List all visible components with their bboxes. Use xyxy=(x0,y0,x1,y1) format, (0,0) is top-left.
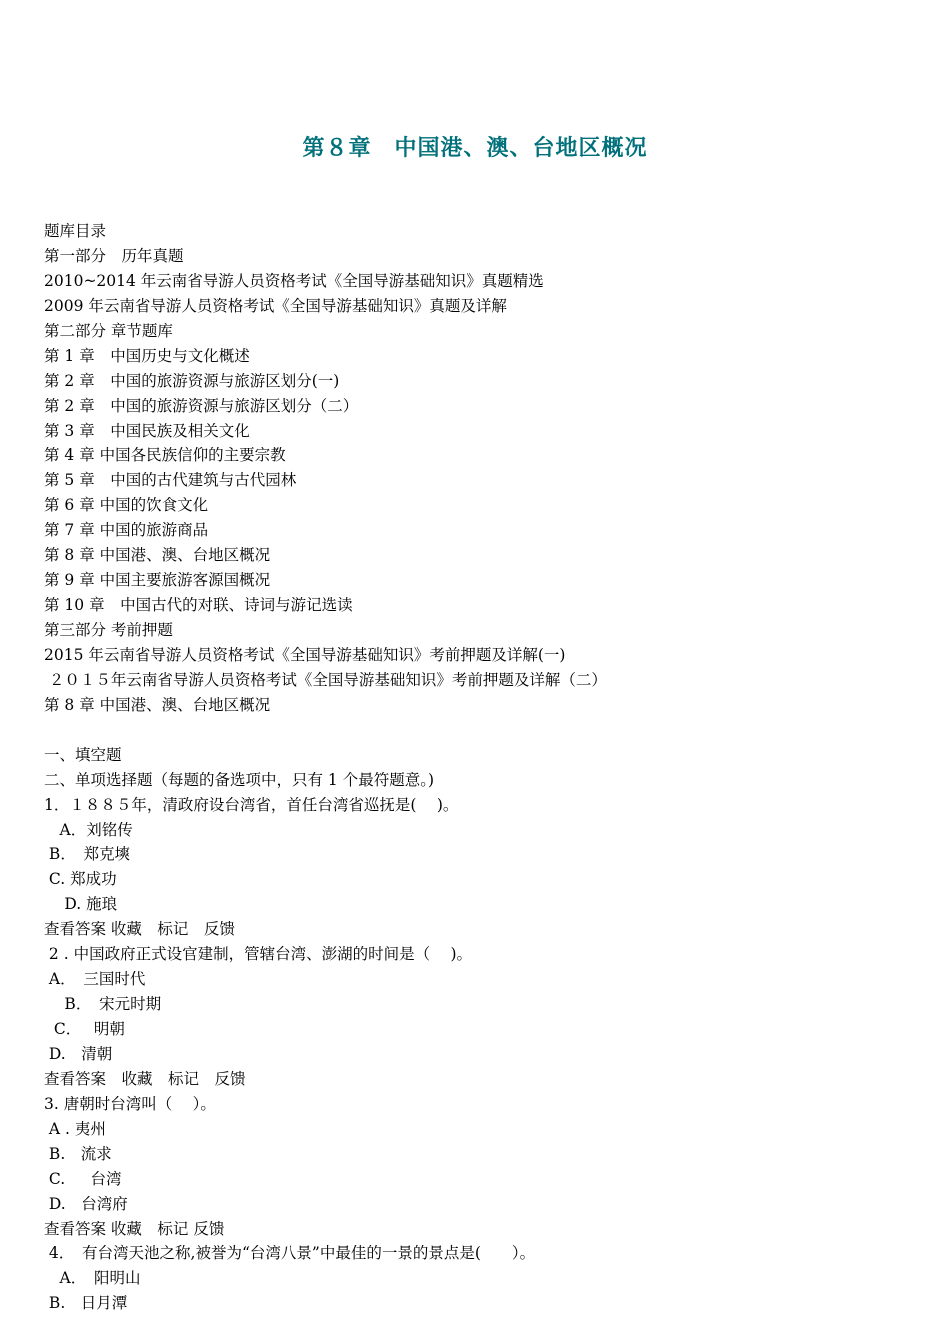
question-2-stem: 2 . 中国政府正式设官建制，管辖台湾、澎湖的时间是（ )。 xyxy=(44,945,473,964)
question-2-option-c[interactable]: C． 明朝 xyxy=(44,1020,125,1038)
question-3-actions[interactable]: 查看答案 收藏 标记 反馈 xyxy=(44,1219,225,1238)
question-2-option-b[interactable]: B． 宋元时期 xyxy=(44,995,162,1014)
toc-part-3[interactable]: 第三部分 考前押题 xyxy=(44,621,173,639)
toc-chapter-4[interactable]: 第 4 章 中国各民族信仰的主要宗教 xyxy=(44,446,286,465)
toc-chapter-5[interactable]: 第 5 章 中国的古代建筑与古代园林 xyxy=(44,471,297,490)
toc-part-2[interactable]: 第二部分 章节题库 xyxy=(44,321,173,340)
toc-chapter-7[interactable]: 第 7 章 中国的旅游商品 xyxy=(44,521,209,540)
document-body xyxy=(44,219,924,1316)
question-2-option-d[interactable]: D. 清朝 xyxy=(44,1044,113,1063)
section-fill-blank: 一、填空题 xyxy=(44,745,122,764)
current-chapter-heading: 第 8 章 中国港、澳、台地区概况 xyxy=(44,695,271,714)
question-1-actions[interactable]: 查看答案 收藏 标记 反馈 xyxy=(44,920,235,939)
section-single-choice: 二、单项选择题（每题的备选项中，只有 1 个最符题意。) xyxy=(44,770,435,789)
question-3-stem: 3. 唐朝时台湾叫（ ）。 xyxy=(44,1094,216,1113)
toc-chapter-1[interactable]: 第 1 章 中国历史与文化概述 xyxy=(44,346,250,365)
toc-chapter-2b[interactable]: 第 2 章 中国的旅游资源与旅游区划分（二） xyxy=(44,396,359,415)
spacer xyxy=(44,718,924,743)
question-2-actions[interactable]: 查看答案 收藏 标记 反馈 xyxy=(44,1069,246,1088)
toc-part-1[interactable]: 第一部分 历年真题 xyxy=(44,246,184,265)
toc-chapter-9[interactable]: 第 9 章 中国主要旅游客源国概况 xyxy=(44,571,271,590)
toc-chapter-2a[interactable]: 第 2 章 中国的旅游资源与旅游区划分(一) xyxy=(44,371,340,390)
question-3-option-d[interactable]: D. 台湾府 xyxy=(44,1194,128,1213)
question-1-option-c[interactable]: C. 郑成功 xyxy=(44,870,117,889)
question-2-option-a[interactable]: A． 三国时代 xyxy=(44,970,146,989)
question-4-option-b[interactable]: B. 日月潭 xyxy=(44,1294,128,1313)
question-3-option-c[interactable]: C. 台湾 xyxy=(44,1169,122,1188)
question-3-option-b[interactable]: B. 流求 xyxy=(44,1144,112,1163)
toc-mock-1[interactable]: 2015 年云南省导游人员资格考试《全国导游基础知识》考前押题及详解(一) xyxy=(44,645,566,664)
toc-exam-2009[interactable]: 2009 年云南省导游人员资格考试《全国导游基础知识》真题及详解 xyxy=(44,296,507,315)
toc-exam-2010-2014[interactable]: 2010~2014 年云南省导游人员资格考试《全国导游基础知识》真题精选 xyxy=(44,271,544,290)
question-4-stem: 4． 有台湾天池之称,被誉为“台湾八景”中最佳的一景的景点是( ）。 xyxy=(44,1244,536,1263)
question-1-stem: 1．１８８５年，清政府设台湾省，首任台湾省巡抚是( )。 xyxy=(44,795,459,814)
question-4-option-a[interactable]: A． 阳明山 xyxy=(44,1269,141,1288)
toc-heading: 题库目录 xyxy=(44,222,107,240)
toc-chapter-6[interactable]: 第 6 章 中国的饮食文化 xyxy=(44,496,209,515)
toc-chapter-10[interactable]: 第 10 章 中国古代的对联、诗词与游记选读 xyxy=(44,596,353,615)
page-title: 第８章 中国港、澳、台地区概况 xyxy=(302,136,648,161)
question-1-option-b[interactable]: B． 郑克塽 xyxy=(44,845,131,864)
question-3-option-a[interactable]: A . 夷州 xyxy=(44,1119,106,1138)
question-1-option-d[interactable]: D. 施琅 xyxy=(44,895,118,914)
toc-chapter-8[interactable]: 第 8 章 中国港、澳、台地区概况 xyxy=(44,546,271,565)
toc-chapter-3[interactable]: 第 3 章 中国民族及相关文化 xyxy=(44,421,250,440)
question-1-option-a[interactable]: A．刘铭传 xyxy=(44,820,133,839)
toc-mock-2[interactable]: ２０１５年云南省导游人员资格考试《全国导游基础知识》考前押题及详解（二） xyxy=(44,670,607,689)
